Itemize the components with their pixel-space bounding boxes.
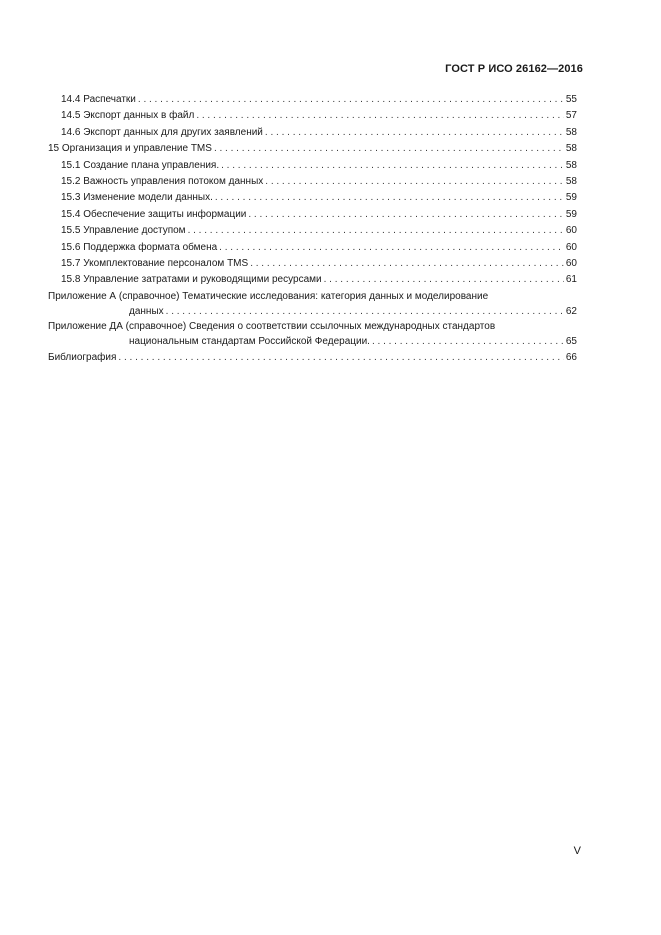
toc-entry-page: 66 — [565, 351, 577, 363]
toc-entry[interactable] — [48, 92, 577, 108]
toc-entry[interactable] — [48, 190, 577, 206]
toc-entry-label: 15.5 Управление доступом — [61, 225, 186, 237]
toc-entry-page: 60 — [565, 257, 577, 269]
page-number: V — [573, 845, 581, 857]
toc-entry-label-line1: Приложение ДА (справочное) Сведения о соответствии ссылочных международных стандартов — [48, 320, 496, 332]
toc-entry[interactable] — [48, 125, 577, 141]
toc-dot-leader — [188, 223, 564, 239]
toc-entry-label-line2: национальным стандартам Российской Федерации. — [129, 335, 370, 347]
toc-dot-leader — [248, 207, 564, 223]
table-of-contents — [48, 92, 577, 366]
toc-entry-label: 15.2 Важность управления потоком данных — [61, 175, 264, 187]
toc-entry-label: 15.7 Укомплектование персоналом TMS — [61, 257, 249, 269]
toc-entry-label-line2: данных — [129, 305, 164, 317]
toc-dot-leader — [221, 158, 564, 174]
toc-entry[interactable] — [48, 223, 577, 239]
toc-dot-leader — [250, 256, 564, 272]
toc-dot-leader — [214, 141, 564, 157]
toc-entry-page: 60 — [565, 225, 577, 237]
toc-entry-label: 14.4 Распечатки — [61, 94, 136, 105]
toc-entry-page: 58 — [565, 159, 577, 171]
toc-entry-label: 15 Организация и управление TMS — [48, 143, 212, 155]
toc-entry-page: 58 — [565, 126, 577, 138]
toc-dot-leader — [219, 240, 564, 256]
toc-entry[interactable] — [48, 158, 577, 174]
toc-entry[interactable] — [48, 141, 577, 157]
toc-entry[interactable] — [48, 240, 577, 256]
toc-entry-label: 15.1 Создание плана управления. — [61, 159, 220, 171]
toc-entry-page: 59 — [565, 192, 577, 204]
toc-entry[interactable] — [48, 256, 577, 272]
toc-entry-appendix-da[interactable] — [48, 320, 577, 349]
toc-entry-label: 15.8 Управление затратами и руководящими ресурсами — [61, 274, 322, 286]
toc-entry[interactable] — [48, 207, 577, 223]
toc-entry-label: 14.6 Экспорт данных для других заявлений — [61, 126, 263, 138]
toc-entry-label: 15.6 Поддержка формата обмена — [61, 241, 218, 253]
toc-entry-page: 61 — [565, 274, 577, 286]
toc-dot-leader — [215, 190, 564, 206]
toc-entry-page: 65 — [565, 335, 577, 347]
toc-entry-label: Библиография — [48, 351, 117, 363]
toc-entry-label: 15.4 Обеспечение защиты информации — [61, 208, 247, 220]
toc-entry-page: 58 — [565, 143, 577, 155]
toc-entry-appendix-a[interactable] — [48, 290, 577, 319]
toc-entry-continuation — [48, 304, 577, 319]
document-header-id: ГОСТ Р ИСО 26162—2016 — [445, 63, 583, 75]
toc-dot-leader — [372, 334, 564, 349]
toc-entry-label: 14.5 Экспорт данных в файл — [61, 110, 195, 122]
toc-entry-label-line1: Приложение А (справочное) Тематические исследования: категория данных и моделирование — [48, 290, 489, 302]
toc-dot-leader — [324, 272, 564, 288]
toc-entry-continuation — [48, 334, 577, 349]
toc-entry-page: 62 — [565, 305, 577, 317]
toc-entry[interactable] — [48, 174, 577, 190]
toc-dot-leader — [166, 304, 564, 319]
toc-entry-page: 59 — [565, 208, 577, 220]
toc-entry-page: 57 — [565, 110, 577, 122]
toc-dot-leader — [196, 108, 564, 124]
toc-entry[interactable] — [48, 272, 577, 288]
toc-entry[interactable] — [48, 350, 577, 366]
toc-dot-leader — [265, 125, 564, 141]
toc-entry[interactable] — [48, 108, 577, 124]
toc-dot-leader — [118, 350, 563, 366]
toc-dot-leader — [265, 174, 564, 190]
toc-entry-page: 55 — [565, 94, 577, 105]
toc-entry-page: 58 — [565, 175, 577, 187]
toc-entry-page: 60 — [565, 241, 577, 253]
toc-dot-leader — [138, 92, 564, 108]
toc-entry-label: 15.3 Изменение модели данных. — [61, 192, 213, 204]
